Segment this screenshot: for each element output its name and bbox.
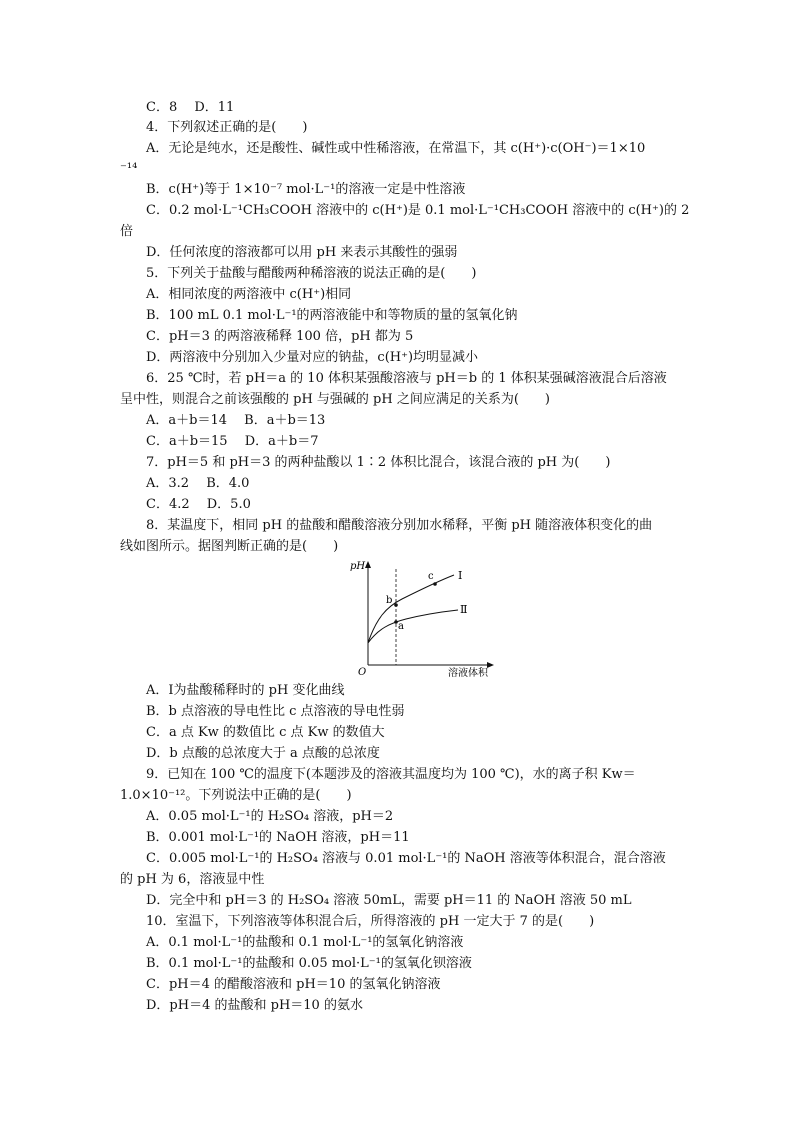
text-line: D．pH＝4 的盐酸和 pH＝10 的氨水 [146, 998, 363, 1013]
ph-dilution-figure [340, 557, 500, 677]
text-line: 4．下列叙述正确的是( ) [146, 120, 308, 135]
x-axis-label: 溶液体积 [448, 668, 488, 677]
text-line: B．0.001 mol·L⁻¹的 NaOH 溶液，pH＝11 [146, 830, 410, 845]
text-line: D．任何浓度的溶液都可以用 pH 来表示其酸性的强弱 [146, 245, 458, 260]
text-line: 6．25 ℃时，若 pH＝a 的 10 体积某强酸溶液与 pH＝b 的 1 体积某强碱溶液混合后溶液 [146, 371, 667, 386]
text-line: D．b 点酸的总浓度大于 a 点酸的总浓度 [146, 746, 380, 761]
text-line: D．两溶液中分别加入少量对应的钠盐，c(H⁺)均明显减小 [146, 350, 479, 365]
text-line: 1.0×10⁻¹²。下列说法中正确的是( ) [120, 788, 352, 803]
text-line: A．无论是纯水，还是酸性、碱性或中性稀溶液，在常温下，其 c(H⁺)·c(OH⁻)＝1×10 [146, 141, 646, 156]
text-line: 呈中性，则混合之前该强酸的 pH 与强碱的 pH 之间应满足的关系为( ) [120, 392, 550, 407]
point-b-label: b [386, 595, 393, 606]
text-line: C．pH＝3 的两溶液稀释 100 倍，pH 都为 5 [146, 329, 414, 344]
text-line: A．a＋b＝14 B．a＋b＝13 [146, 413, 326, 428]
text-line: C．a 点 Kw 的数值比 c 点 Kw 的数值大 [146, 725, 385, 740]
text-line: 5．下列关于盐酸与醋酸两种稀溶液的说法正确的是( ) [146, 266, 477, 281]
origin-label: O [358, 667, 367, 677]
text-line: 9．已知在 100 ℃的温度下(本题涉及的溶液其温度均为 100 ℃)，水的离子积 Kw＝ [146, 767, 636, 782]
curve-ii-label: Ⅱ [460, 603, 468, 616]
text-line: C．pH＝4 的醋酸溶液和 pH＝10 的氢氧化钠溶液 [146, 977, 441, 992]
point-b-marker [394, 603, 398, 607]
y-axis-label: pH [350, 561, 366, 572]
text-line: B．100 mL 0.1 mol·L⁻¹的两溶液能中和等物质的量的氢氧化钠 [146, 308, 518, 323]
text-line: A．0.05 mol·L⁻¹的 H₂SO₄ 溶液，pH＝2 [146, 809, 394, 824]
text-line: C．a＋b＝15 D．a＋b＝7 [146, 434, 319, 449]
text-line: 倍 [120, 224, 134, 239]
text-line: A．相同浓度的两溶液中 c(H⁺)相同 [146, 287, 352, 302]
text-line: A．0.1 mol·L⁻¹的盐酸和 0.1 mol·L⁻¹的氢氧化钠溶液 [146, 935, 464, 950]
text-line: B．c(H⁺)等于 1×10⁻⁷ mol·L⁻¹的溶液一定是中性溶液 [146, 182, 466, 197]
x-axis-arrow [487, 662, 494, 668]
y-axis-arrow [365, 561, 371, 568]
text-line: 10．室温下，下列溶液等体积混合后，所得溶液的 pH 一定大于 7 的是( ) [146, 914, 595, 929]
text-line: 7．pH＝5 和 pH＝3 的两种盐酸以 1∶2 体积比混合，该混合液的 pH 为( ) [146, 455, 611, 470]
text-line: C．4.2 D．5.0 [146, 497, 251, 512]
text-line: C．0.005 mol·L⁻¹的 H₂SO₄ 溶液与 0.01 mol·L⁻¹的 NaOH 溶液等体积混合，混合溶液 [146, 851, 666, 866]
text-line: B．b 点溶液的导电性比 c 点溶液的导电性弱 [146, 704, 405, 719]
point-c-marker [433, 582, 437, 586]
text-line: A．3.2 B．4.0 [146, 476, 250, 491]
text-line: 8．某温度下，相同 pH 的盐酸和醋酸溶液分别加水稀释，平衡 pH 随溶液体积变化的曲 [146, 518, 653, 533]
text-line: B．0.1 mol·L⁻¹的盐酸和 0.05 mol·L⁻¹的氢氧化钡溶液 [146, 956, 472, 971]
text-line: C．8 D．11 [146, 100, 235, 115]
point-c-label: c [428, 571, 434, 582]
text-line: ⁻¹⁴ [120, 161, 138, 176]
text-line: 线如图所示。据图判断正确的是( ) [120, 539, 339, 554]
curve-i-label: Ⅰ [458, 569, 463, 582]
text-line: C．0.2 mol·L⁻¹CH₃COOH 溶液中的 c(H⁺)是 0.1 mol·L⁻¹CH₃COOH 溶液中的 c(H⁺)的 2 [146, 203, 690, 218]
text-line: A．Ⅰ为盐酸稀释时的 pH 变化曲线 [146, 683, 345, 698]
curve-i [368, 575, 454, 643]
text-line: D．完全中和 pH＝3 的 H₂SO₄ 溶液 50mL，需要 pH＝11 的 NaOH 溶液 50 mL [146, 893, 632, 908]
point-a-label: a [398, 621, 404, 632]
text-line: 的 pH 为 6，溶液显中性 [120, 872, 265, 887]
